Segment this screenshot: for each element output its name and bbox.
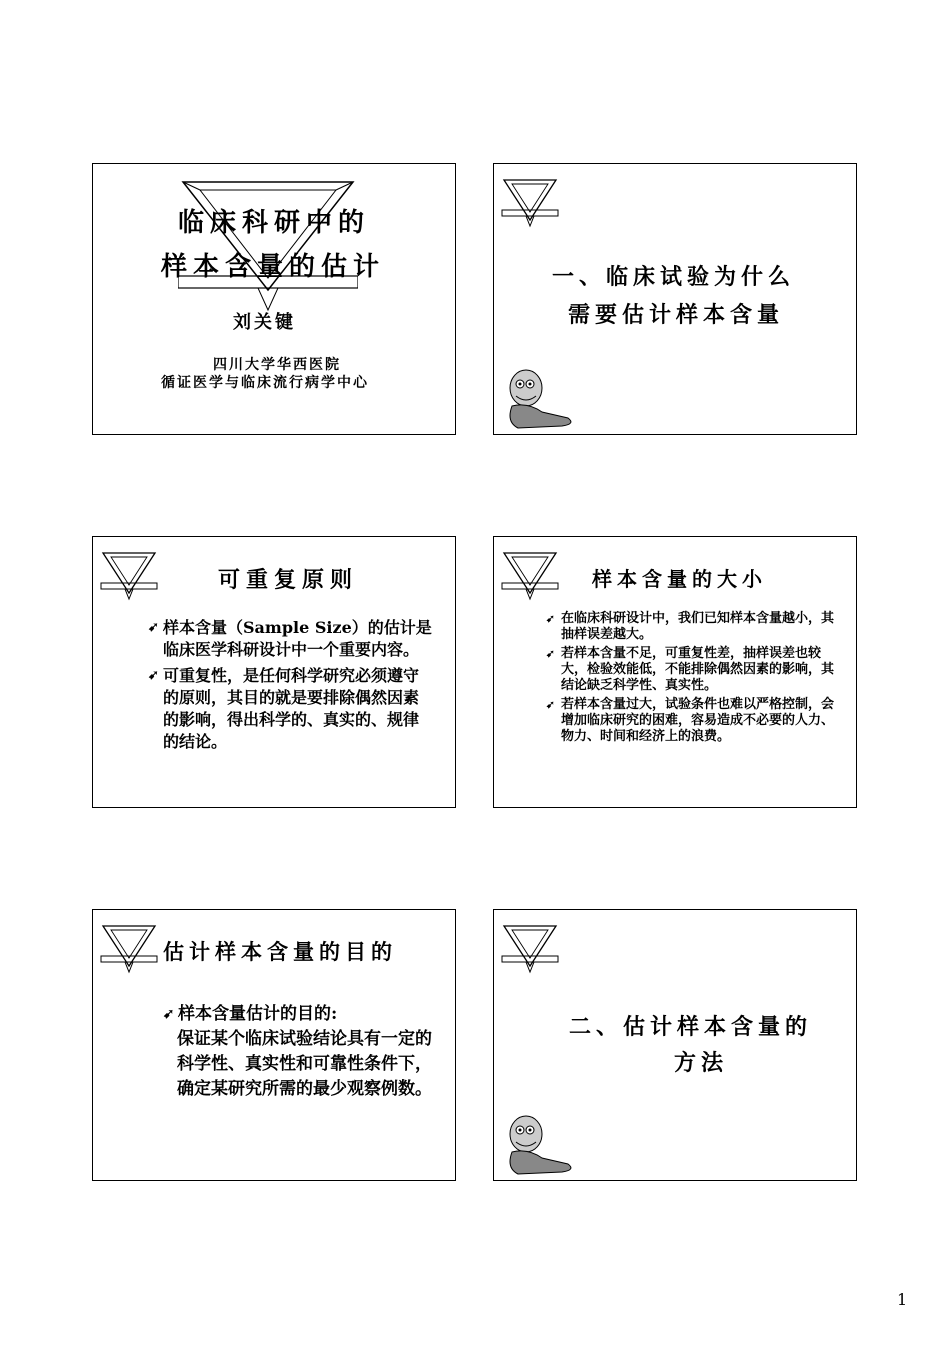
slide-5 — [92, 909, 456, 1181]
inverted-triangle-logo — [500, 922, 560, 974]
bullet-item: ➹ 样本含量估计的目的: — [163, 1002, 433, 1027]
slide-title-line2: 需要估计样本含量 — [568, 303, 785, 328]
check-arrow-icon: ➹ — [148, 668, 159, 683]
slide-2 — [493, 163, 857, 435]
bullet-item: ➹ 可重复性，是任何科学研究必须遵守的原则，其目的就是要排除偶然因素的影响，得出科学的、真实的、规律的结论。 — [148, 666, 420, 751]
check-arrow-icon: ➹ — [546, 613, 555, 625]
slide-title-line2: 方法 — [674, 1051, 729, 1076]
slide-1 — [92, 163, 456, 435]
check-arrow-icon: ➹ — [546, 699, 555, 711]
bullet-item: ➹ 在临床科研设计中，我们已知样本含量越小，其抽样误差越大。 — [546, 611, 835, 642]
bullet-item: ➹ 样本含量（Sample Size）的估计是临床医学科研设计中一个重要内容。 — [148, 618, 432, 659]
slide-title-line1: 一、临床试验为什么 — [552, 265, 796, 290]
slide-title-line2: 样本含量的估计 — [161, 252, 386, 282]
slide-body — [546, 611, 842, 745]
inverted-triangle-logo — [99, 549, 159, 601]
check-arrow-icon: ➹ — [546, 648, 555, 660]
bullet-item: ➹ 若样本含量过大，试验条件也难以严格控制，会增加临床研究的困难，容易造成不必要的人力、物力、时间和经济上的浪费。 — [546, 697, 835, 744]
slide-title: 样本含量的大小 — [592, 567, 767, 591]
page-number: 1 — [897, 1290, 908, 1309]
inverted-triangle-logo — [500, 549, 560, 601]
slide-4 — [493, 536, 857, 808]
slide-body — [163, 1002, 433, 1102]
slide-3 — [92, 536, 456, 808]
old-man-cartoon-icon — [498, 362, 578, 432]
inverted-triangle-logo — [500, 176, 560, 228]
slide-title: 估计样本含量的目的 — [163, 940, 397, 964]
slide-title-line1: 二、估计样本含量的 — [569, 1015, 813, 1040]
bullet-body: 保证某个临床试验结论具有一定的科学性、真实性和可靠性条件下，确定某研究所需的最少观察例数。 — [177, 1029, 432, 1099]
check-arrow-icon: ➹ — [148, 620, 159, 635]
affiliation-line2: 循证医学与临床流行病学中心 — [161, 375, 369, 391]
check-arrow-icon: ➹ — [163, 1006, 175, 1022]
author: 刘关键 — [233, 312, 296, 333]
slide-body — [148, 617, 433, 753]
affiliation-line1: 四川大学华西医院 — [213, 357, 341, 373]
slide-title: 可重复原则 — [218, 568, 359, 593]
bullet-item: ➹ 若样本含量不足，可重复性差，抽样误差也较大，检验效能低，不能排除偶然因素的影响，其结论缺乏科学性、真实性。 — [546, 646, 835, 693]
old-man-cartoon-icon — [498, 1108, 578, 1178]
slide-6 — [493, 909, 857, 1181]
slide-title-line1: 临床科研中的 — [178, 208, 371, 238]
inverted-triangle-logo — [99, 922, 159, 974]
